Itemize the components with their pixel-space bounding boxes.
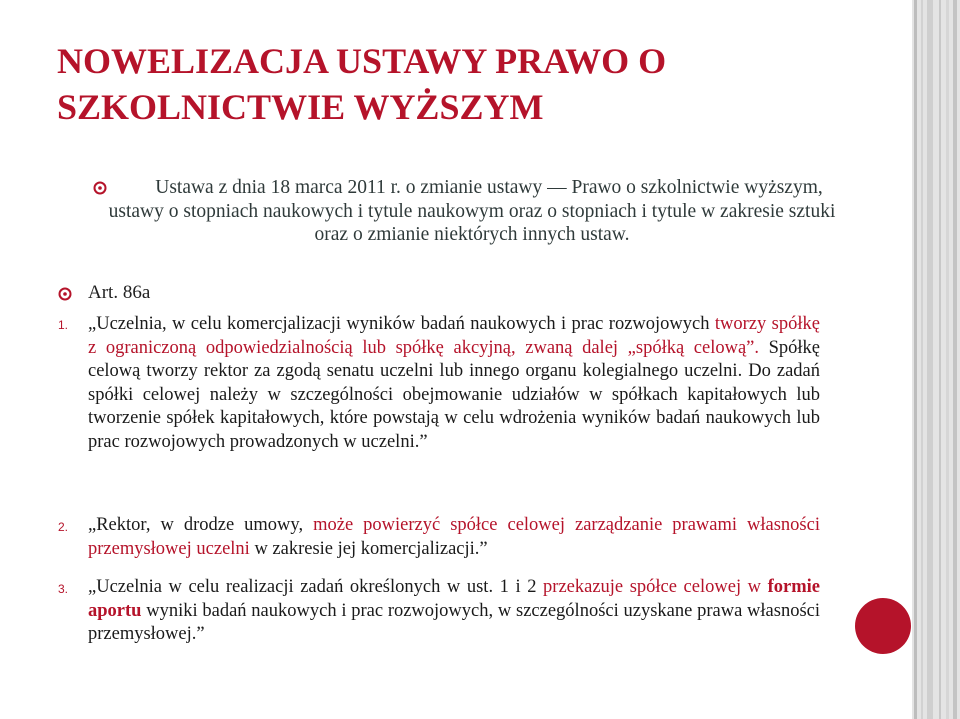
decorative-circle <box>855 598 911 654</box>
item-number: 1. <box>58 318 69 332</box>
article-label: Art. 86a <box>88 282 151 303</box>
item-3-text: „Uczelnia w celu realizacji zadań określonych w ust. 1 i 2 przekazuje spółce celowej w formie aportu wyniki badań naukowych i prac rozwojowych, w szczególności uzyskane prawa własności przemysłowej.” <box>88 577 820 644</box>
slide-title: NOWELIZACJA USTAWY PRAWO O SZKOLNICTWIE WYŻSZYM <box>57 41 667 127</box>
item-2-text: „Rektor, w drodze umowy, może powierzyć spółce celowej zarządzanie prawami własności przemysłowej uczelni w zakresie jej komercjalizacji.” <box>88 515 820 559</box>
intro-text: Ustawa z dnia 18 marca 2011 r. o zmianie ustawy — Prawo o szkolnictwie wyższym, ustawy o stopniach naukowych i tytule naukowym oraz o stopniach i tytule w zakresie sztuki oraz o zmianie niektórych innych ustaw. <box>108 177 836 245</box>
bullet-icon <box>58 287 72 301</box>
item-number: 2. <box>58 520 69 534</box>
item-1-text: „Uczelnia, w celu komercjalizacji wyników badań naukowych i prac rozwojowych tworzy spółkę z ograniczoną odpowiedzialnością lub spółkę akcyjną, zwaną dalej „spółką celową”. Spółkę celową tworzy rektor za zgodą senatu uczelni lub innego organu kolegialnego uczelni. Do zadań spółki celowej należy w szczególności obejmowanie udziałów w spółkach kapitałowych lub tworzenie spółek kapitałowych, które powstają w celu wdrożenia wyników badań naukowych lub prac rozwojowych prowadzonych w uczelni.” <box>88 314 820 452</box>
item-number: 3. <box>58 582 69 596</box>
